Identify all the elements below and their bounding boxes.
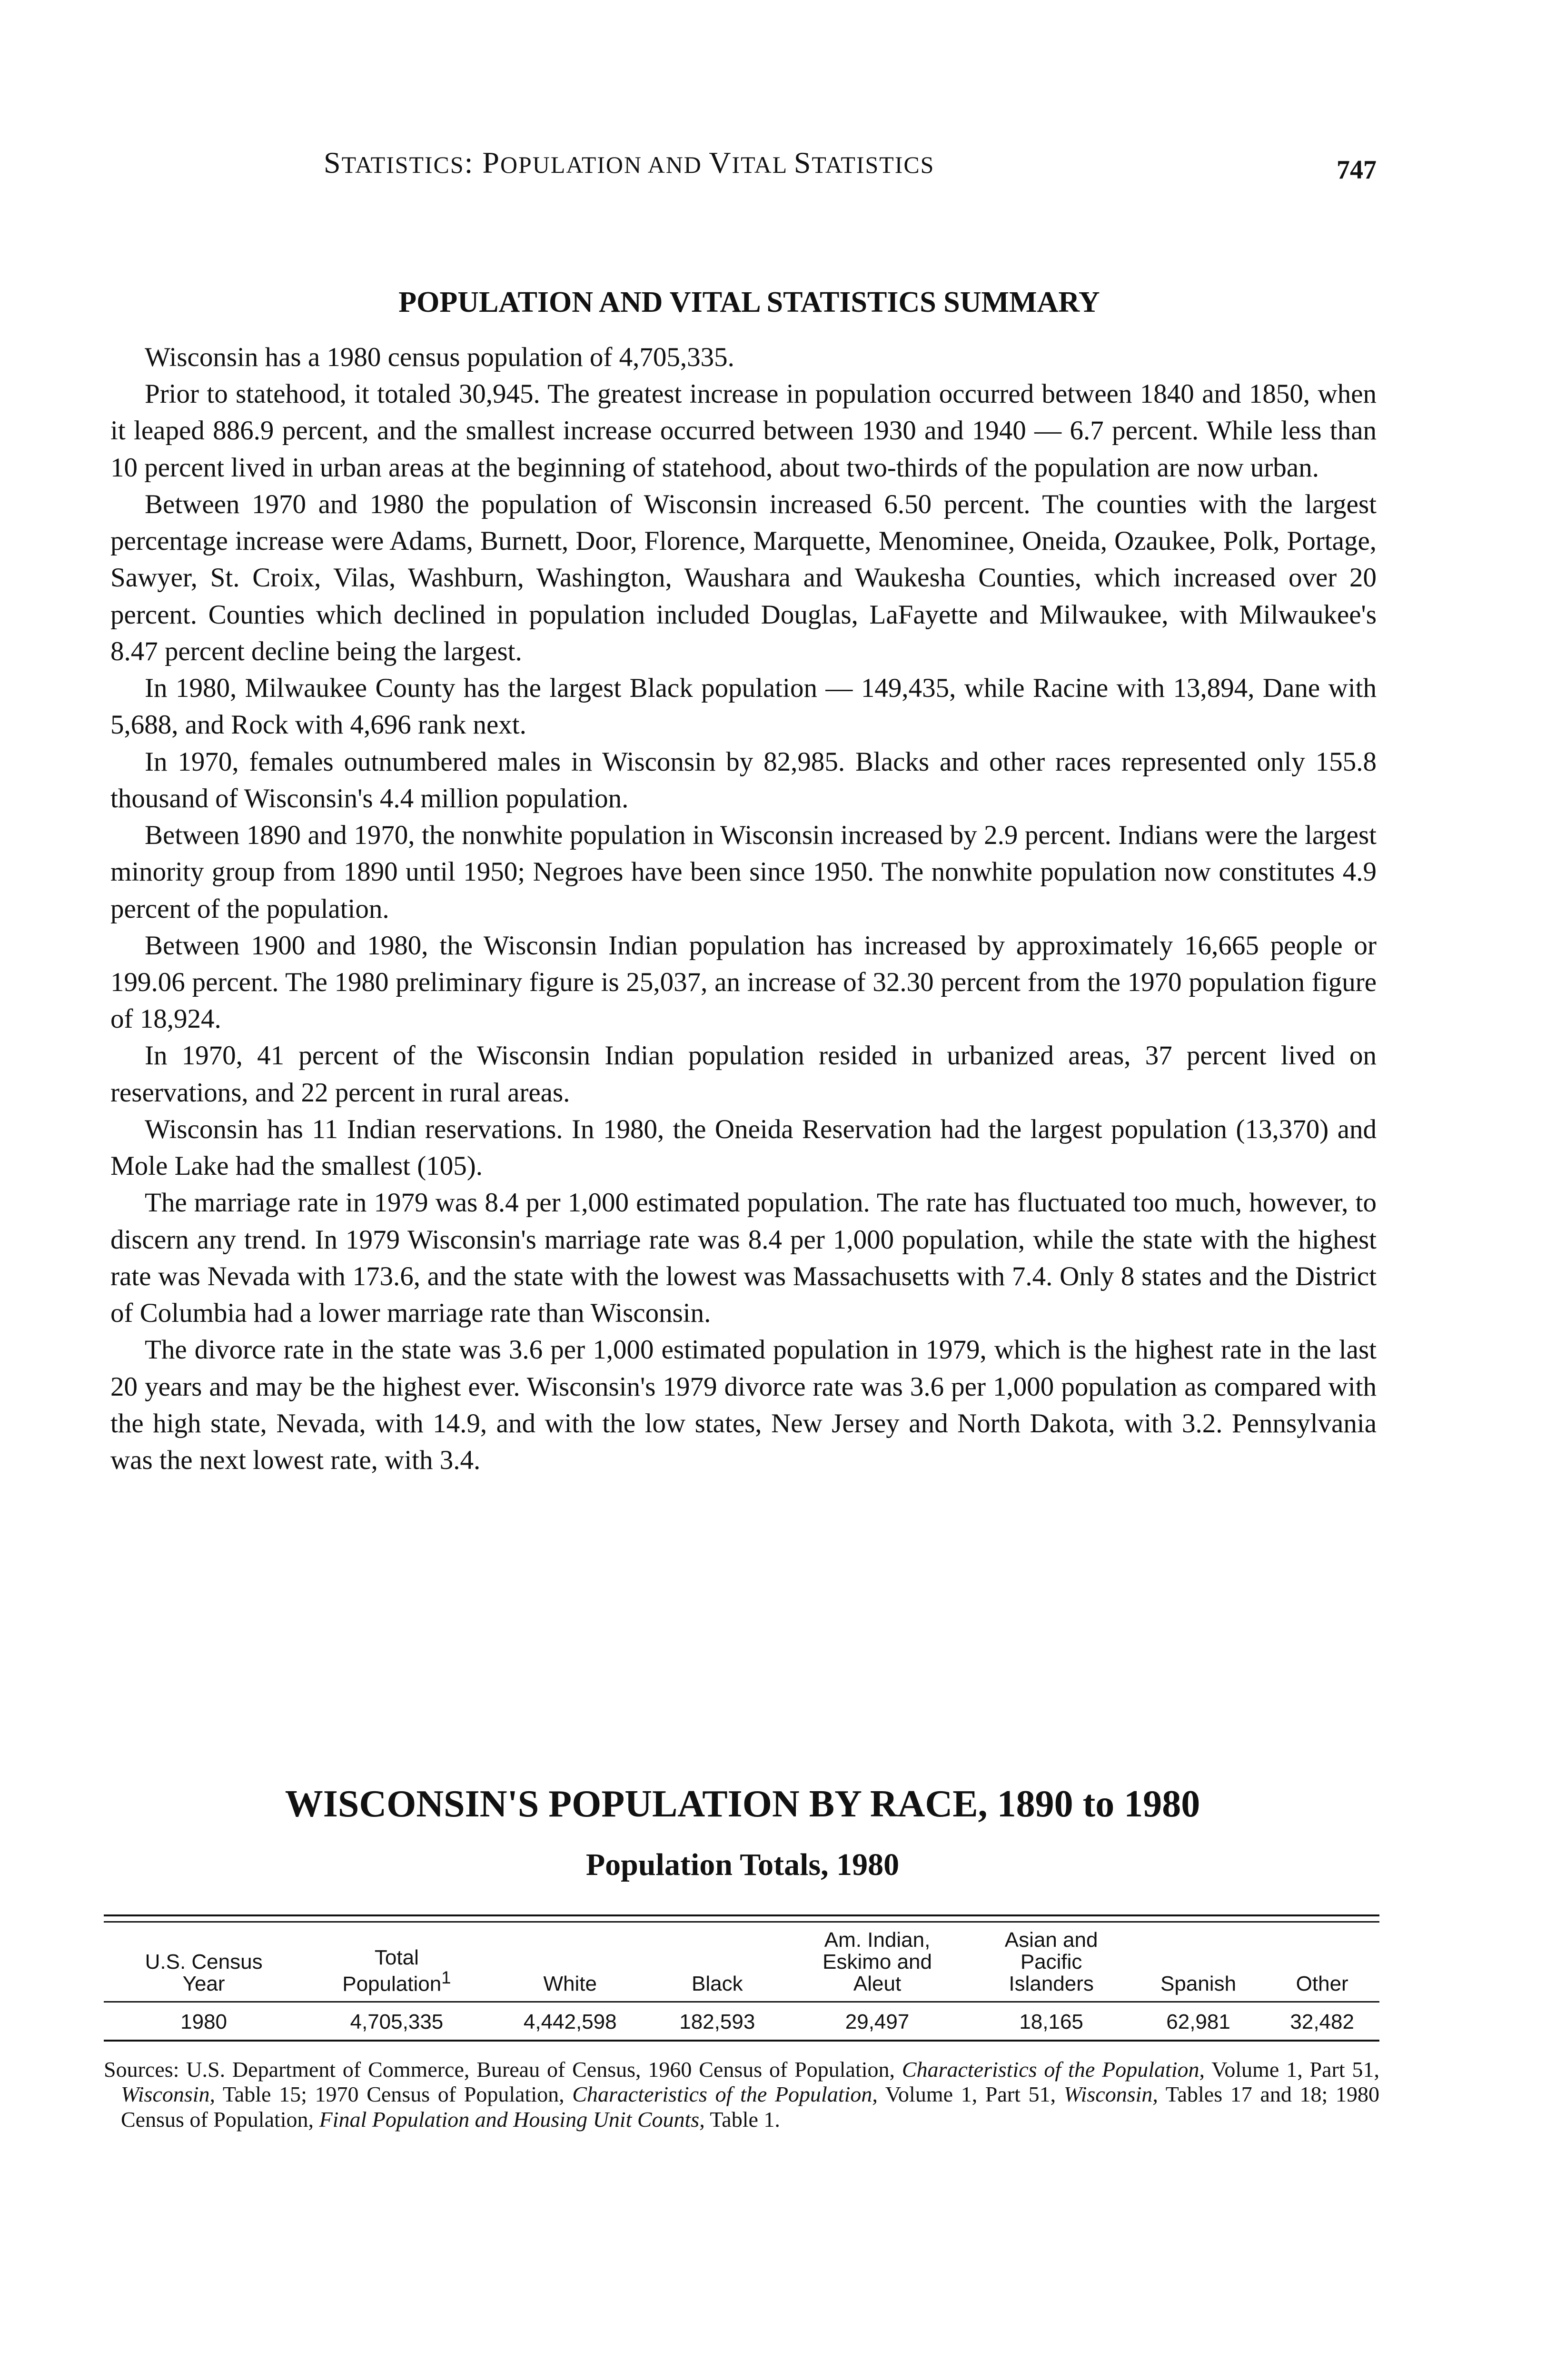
table-top-rule (104, 1914, 1379, 1923)
running-head-part: TATISTICS (341, 152, 465, 178)
col-header-spanish: Spanish (1132, 1923, 1265, 2002)
summary-paragraph: In 1970, females outnumbered males in Wisconsin by 82,985. Blacks and other races represented only 155.8 thousand of Wisconsin's 4.4 million population. (110, 746, 1377, 813)
sources-text: Sources: U.S. Department of Commerce, Bureau of Census, 1960 Census of Population, Characteristics of the Population, Volume 1, Part 51, Wisconsin, Table 15; 1970 Census of Population, Characteristics of the Population, Volume 1, Part 51, Wisconsin, Tables 17 and 18; 1980 Census of Population, Final Population and Housing Unit Counts, Table 1. (104, 2057, 1380, 2132)
summary-paragraph: The marriage rate in 1979 was 8.4 per 1,000 estimated population. The rate has fluctuated too much, however, to discern any trend. In 1979 Wisconsin's marriage rate was 8.4 per 1,000 population, while the state with the highest rate was Nevada with 173.6, and the state with the lowest was Massachusetts with 7.4. Only 8 states and the District of Columbia had a lower marriage rate than Wisconsin. (110, 1188, 1377, 1329)
running-head-part: OPULATION AND (500, 152, 709, 178)
summary-paragraph: The divorce rate in the state was 3.6 per 1,000 estimated population in 1979, which is the highest rate in the last 20 years and may be the highest ever. Wisconsin's 1979 divorce rate was 3.6 per 1,000 population as compared with the high state, Nevada, with 14.9, and with the low states, New Jersey and North Dakota, with 3.2. Pennsylvania was the next lowest rate, with 3.4. (110, 1335, 1377, 1476)
cell-am-indian: 29,497 (784, 2002, 971, 2041)
cell-year: 1980 (104, 2002, 304, 2041)
col-header-year: U.S. Census Year (104, 1923, 304, 2002)
running-head-part: : P (464, 146, 500, 179)
table-row (104, 2002, 1379, 2041)
page-number: 747 (1337, 155, 1377, 185)
col-header-other: Other (1265, 1923, 1379, 2002)
running-head (324, 145, 934, 180)
table-header-row (104, 1923, 1379, 2002)
summary-paragraph: Between 1890 and 1970, the nonwhite population in Wisconsin increased by 2.9 percent. Indians were the largest minority group from 1890 until 1950; Negroes have been since 1950. The nonwhite population now constitutes 4.9 percent of the population. (110, 820, 1377, 924)
summary-paragraph: Between 1970 and 1980 the population of Wisconsin increased 6.50 percent. The counties with the largest percentage increase were Adams, Burnett, Door, Florence, Marquette, Menominee, Oneida, Ozaukee, Polk, Portage, Sawyer, St. Croix, Vilas, Washburn, Washington, Waushara and Waukesha Counties, which increased over 20 percent. Counties which declined in population included Douglas, LaFayette and Milwaukee, with Milwaukee's 8.47 percent decline being the largest. (110, 489, 1377, 666)
col-header-asian: Asian and Pacific Islanders (971, 1923, 1132, 2002)
summary-paragraph: Between 1900 and 1980, the Wisconsin Indian population has increased by approximately 16,665 people or 199.06 percent. The 1980 preliminary figure is 25,037, an increase of 32.30 percent from the 1970 population figure of 18,924. (110, 930, 1377, 1034)
summary-paragraph: Wisconsin has 11 Indian reservations. In 1980, the Oneida Reservation had the largest population (13,370) and Mole Lake had the smallest (105). (110, 1114, 1377, 1181)
table-subtitle: Population Totals, 1980 (585, 1847, 900, 1882)
running-head-part: V (709, 146, 732, 179)
col-header-total: Total Population$^1$ (304, 1923, 489, 2002)
summary-paragraph: In 1970, 41 percent of the Wisconsin Indian population resided in urbanized areas, 37 percent lived on reservations, and 22 percent in rural areas. (110, 1041, 1377, 1108)
summary-paragraph: In 1980, Milwaukee County has the largest Black population — 149,435, while Racine with 13,894, Dane with 5,688, and Rock with 4,696 rank next. (110, 673, 1377, 740)
col-header-black: Black (651, 1923, 784, 2002)
footnote-marker: 1 (441, 1967, 451, 1987)
table-sources-note (104, 2057, 1379, 2132)
running-head-part: S (324, 146, 342, 179)
cell-spanish: 62,981 (1132, 2002, 1265, 2041)
summary-paragraph: Wisconsin has a 1980 census population of 4,705,335. (145, 342, 734, 372)
summary-title: POPULATION AND VITAL STATISTICS SUMMARY (398, 286, 1100, 318)
col-header-white: White (490, 1923, 651, 2002)
summary-paragraph: Prior to statehood, it totaled 30,945. The greatest increase in population occurred between 1840 and 1850, when it leaped 886.9 percent, and the smallest increase occurred between 1930 and 1940 — 6.7 percent. While less than 10 percent lived in urban areas at the beginning of statehood, about two-thirds of the population are now urban. (110, 379, 1377, 483)
cell-other: 32,482 (1265, 2002, 1379, 2041)
race-table (104, 1923, 1379, 2042)
cell-black: 182,593 (651, 2002, 784, 2041)
summary-body (110, 339, 1377, 1478)
cell-asian: 18,165 (971, 2002, 1132, 2041)
running-head-part: S (793, 146, 812, 179)
running-head-part: ITAL (732, 152, 794, 178)
running-head-part: TATISTICS (812, 152, 935, 178)
table-title: WISCONSIN'S POPULATION BY RACE, 1890 to 1980 (285, 1783, 1200, 1825)
cell-white: 4,442,598 (490, 2002, 651, 2041)
race-table-container (104, 1914, 1379, 2042)
cell-total: 4,705,335 (304, 2002, 489, 2041)
col-header-am-indian: Am. Indian, Eskimo and Aleut (784, 1923, 971, 2002)
